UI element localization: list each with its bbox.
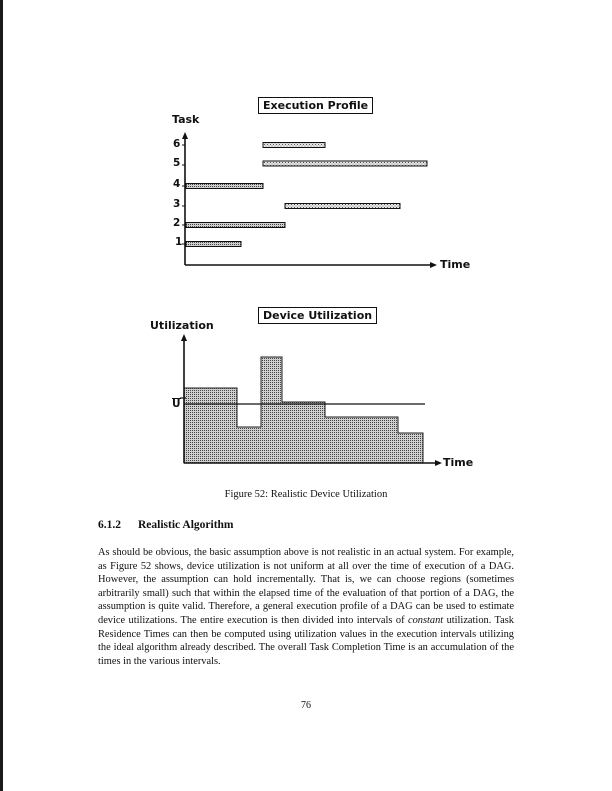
execution-profile-title: Execution Profile <box>258 97 373 114</box>
task-tick-3: 3 <box>173 198 181 210</box>
device-utilization-title: Device Utilization <box>258 307 377 324</box>
task-tick-2: 2 <box>173 217 181 229</box>
figure-caption: Figure 52: Realistic Device Utilization <box>224 489 388 500</box>
paragraph-text-part1: As should be obvious, the basic assumption above is not realistic in an actual system. For example, as Figure 52 shows, device utilization is not uniform at all over the time of execution of a DAG. However, the assumption can hold incrementally. That is, we can choose regions (sometimes arbitrarily small) such that within the elapsed time of the evaluation of that portion of a DAG, the assumption is quite valid. Therefore, a general execution profile of a DAG can be used to estimate device utilizations. The entire execution is then divided into intervals of <box>98 547 514 626</box>
execution-profile-chart <box>182 132 437 268</box>
time-axis-label-bottom: Time <box>443 456 474 469</box>
paragraph-text-part2: utilization. Task Residence Times can then be computed using utilization values in the execution intervals utilizing the ideal algorithm already described. The overall Task Completion Time is an accumulation of the times in the various intervals. <box>98 614 514 667</box>
utilization-step-area <box>184 357 423 463</box>
task-2-bar <box>186 223 285 228</box>
time-axis-label-top: Time <box>440 258 471 271</box>
task-tick-5: 5 <box>173 157 181 169</box>
task-6-bar <box>263 143 325 148</box>
task-tick-4: 4 <box>173 178 181 190</box>
body-paragraph <box>98 546 514 668</box>
task-5-bar <box>263 161 427 166</box>
utilization-axis-label: Utilization <box>150 319 214 332</box>
section-number: 6.1.2 <box>98 519 121 531</box>
task-1-bar <box>186 242 241 247</box>
section-heading <box>98 519 234 531</box>
paragraph-emphasis: constant <box>407 614 444 626</box>
task-4-bar <box>186 184 263 189</box>
task-3-bar <box>285 204 400 209</box>
mean-utilization-label: U <box>172 398 181 410</box>
task-tick-6: 6 <box>173 138 181 150</box>
task-axis-label: Task <box>172 113 200 126</box>
section-title: Realistic Algorithm <box>138 519 234 531</box>
page-number: 76 <box>301 700 311 711</box>
device-utilization-chart <box>180 334 442 466</box>
task-tick-1: 1 <box>175 236 183 248</box>
